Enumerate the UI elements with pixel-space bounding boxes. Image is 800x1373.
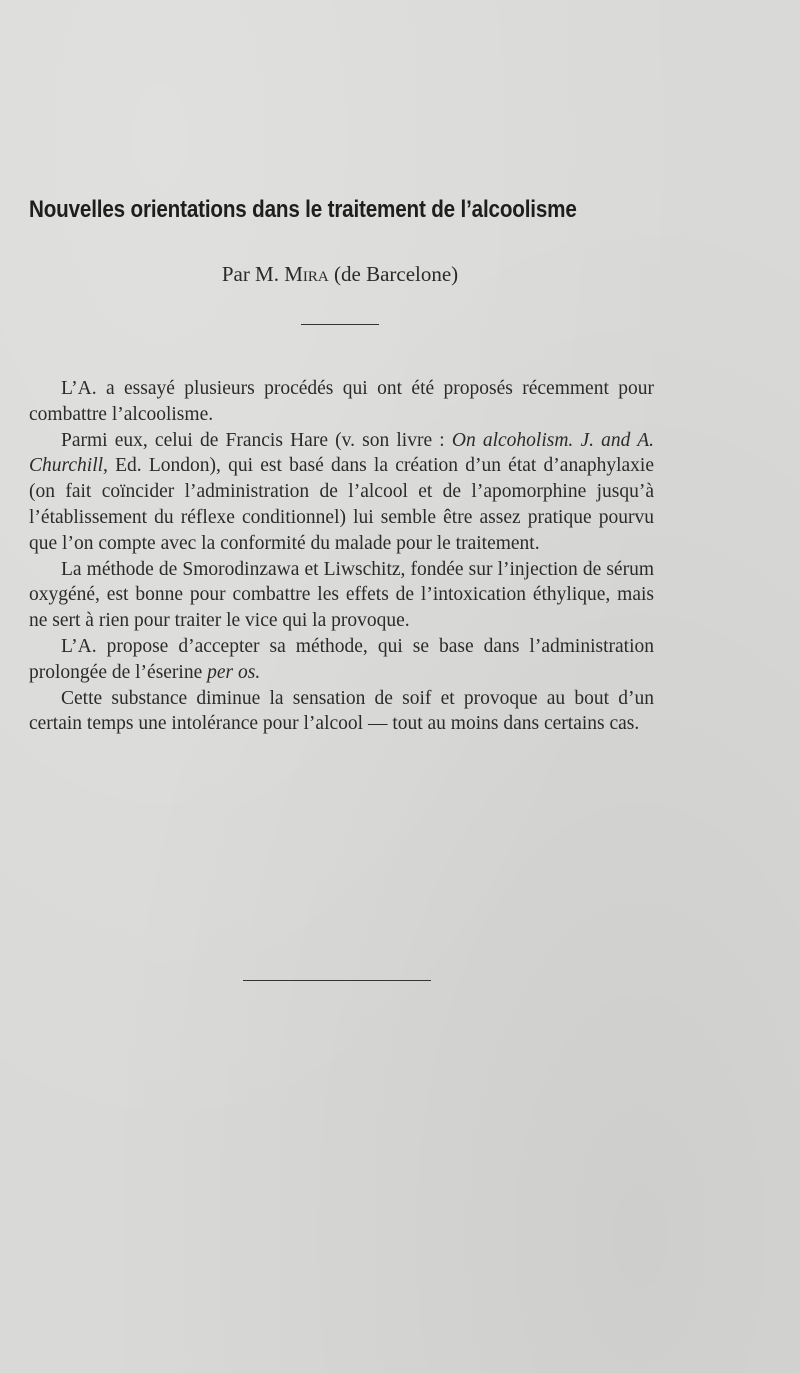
- paragraph-1: L’A. a essayé plusieurs procédés qui ont été proposés récemment pour combattre l’alcoolisme.: [29, 378, 654, 425]
- paragraph-4: [29, 634, 654, 686]
- paragraph-2-text-a: Parmi eux, celui de Francis Hare (v. son livre :: [61, 429, 452, 451]
- latin-phrase-italic: per os.: [207, 661, 261, 683]
- author-name: Mira: [284, 262, 329, 286]
- paragraph-5: Cette substance diminue la sensation de soif et provoque au bout d’un certain temps une intolérance pour l’alcool — tout au moins dans certains cas.: [29, 687, 654, 735]
- paragraph-2-text-b: Ed. London), qui est basé dans la création d’un état d’anaphylaxie (on fait coïncider l’administration de l’alcool et de l’apomorphine jusqu’à l’établissement du réflexe conditionnel) lui semble être assez pratique pourvu que l’on compte avec la conformité du malade pour le traitement.: [29, 455, 654, 554]
- paragraph-4-text-a: L’A. propose d’accepter sa méthode, qui se base dans l’administration prolongée de l’éserine: [29, 635, 654, 683]
- paragraph-2: [29, 428, 654, 557]
- separator-rule-bottom: [243, 980, 431, 981]
- byline-prefix: Par M.: [221, 262, 285, 286]
- article-title: Nouvelles orientations dans le traitement de l’alcoolisme: [29, 196, 577, 223]
- author-byline: [0, 262, 680, 287]
- separator-rule-top: [301, 324, 379, 325]
- byline-suffix: (de Barcelone): [328, 262, 459, 286]
- paragraph-3: La méthode de Smorodinzawa et Liwschitz, fondée sur l’injection de sérum oxygéné, est bonne pour combattre les effets de l’intoxication éthylique, mais ne sert à rien pour traiter le vice qui la provoque.: [29, 558, 654, 632]
- article-body: [29, 376, 654, 737]
- book-title-italic: On alcoholism. J. and A. Churchill,: [29, 429, 654, 477]
